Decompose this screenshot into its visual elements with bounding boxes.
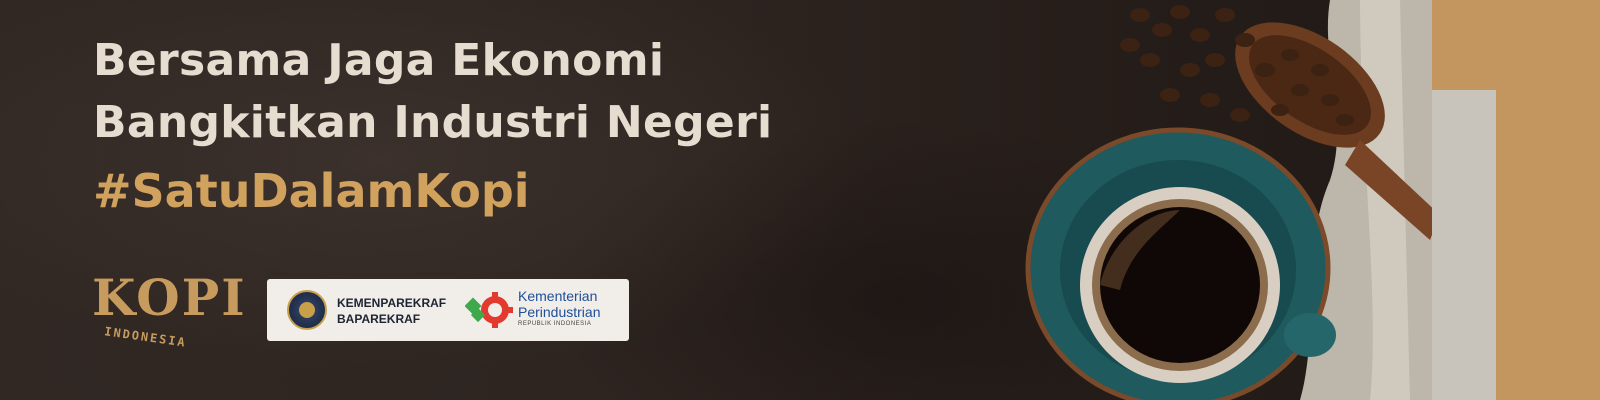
kopi-logo-subtitle: INDONESIA [103, 324, 188, 350]
cup-handle [1284, 313, 1336, 357]
coffee-surface [1100, 207, 1260, 363]
headline-line-1: Bersama Jaga Ekonomi [93, 35, 665, 86]
kemenparekraf-label [337, 295, 446, 327]
garuda-seal-icon [287, 290, 327, 330]
kopi-logo-word: KOPI [92, 268, 247, 327]
strip-notch [1432, 90, 1496, 400]
kemenperin-label [518, 288, 601, 329]
kemenperin-line-1: Kementerian [518, 288, 598, 304]
hashtag-text: #SatuDalamKopi [93, 164, 530, 218]
kemenparekraf-line-2: BAPAREKRAF [337, 312, 421, 326]
headline-line-2: Bangkitkan Industri Negeri [93, 97, 773, 148]
seal-center [299, 302, 315, 318]
kemenperin-line-3: REPUBLIK INDONESIA [518, 321, 592, 327]
kemenperin-line-2: Perindustrian [518, 304, 601, 320]
headline [93, 30, 772, 154]
kemenperin-gear-icon [465, 290, 515, 330]
gold-side-strip [1432, 0, 1600, 400]
kopi-indonesia-logo [92, 268, 247, 368]
kemenparekraf-line-1: KEMENPAREKRAF [337, 296, 447, 310]
partner-logos-box [267, 279, 629, 341]
